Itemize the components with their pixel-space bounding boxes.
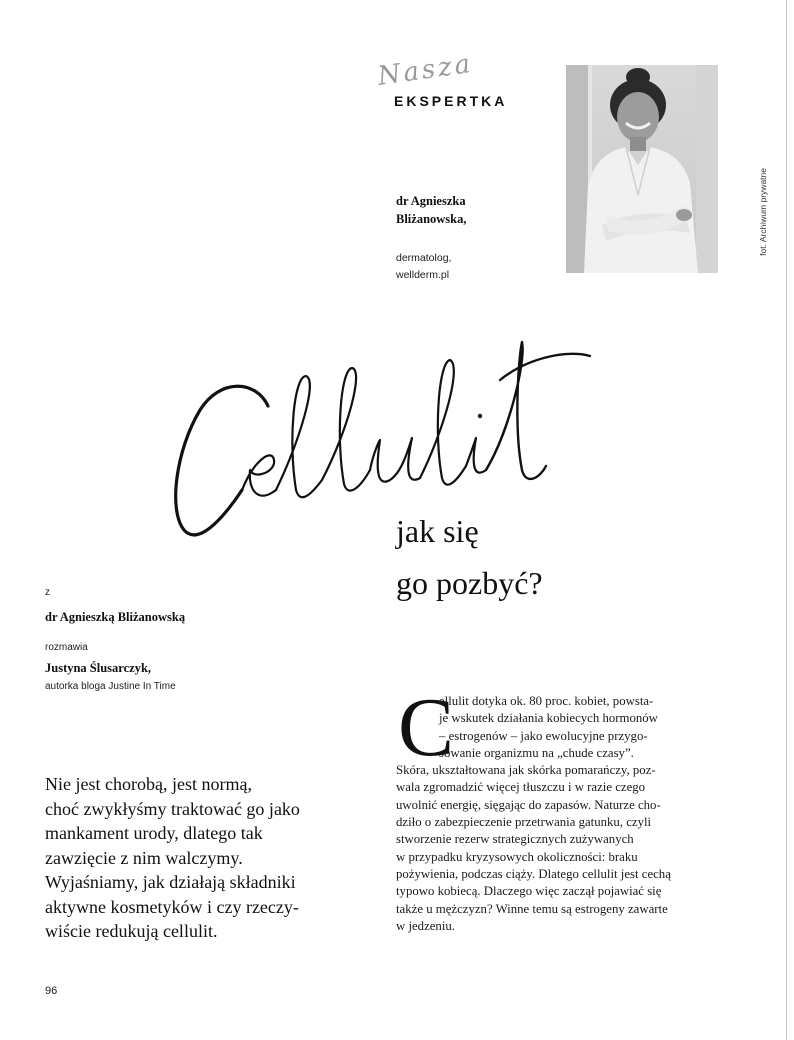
- lead-line: aktywne kosmetyków i czy rzeczy-: [45, 896, 299, 917]
- lead-paragraph: [45, 772, 345, 944]
- body-line: w jedzeniu.: [396, 918, 455, 933]
- expert-role: [396, 250, 451, 284]
- body-line: także u mężczyzn? Winne temu są estrogeny zawarte: [396, 901, 668, 916]
- expert-name-line: dr Agnieszka: [396, 194, 466, 208]
- body-line: ellulit dotyka ok. 80 proc. kobiet, powsta-: [439, 694, 654, 708]
- portrait-illustration: [566, 65, 718, 273]
- credit-expert-name: dr Agnieszką Bliżanowską: [45, 610, 186, 624]
- credit-interviewer-desc: autorka bloga Justine In Time: [45, 681, 176, 692]
- body-line: uwolnić energię, sięgając do zapasów. Naturze cho-: [396, 797, 661, 812]
- photo-credit: fot. Archiwum prywatne: [758, 168, 768, 256]
- lead-line: mankament urody, dlatego tak: [45, 823, 263, 843]
- body-line: sowanie organizmu na „chude czasy”.: [439, 745, 634, 760]
- credit-prefix: z: [45, 587, 50, 598]
- page-number: 96: [45, 985, 58, 997]
- lead-line: choć zwykłyśmy traktować go jako: [45, 798, 300, 819]
- credit-interviewer-name: Justyna Ślusarczyk,: [45, 661, 152, 675]
- expert-name: [396, 192, 467, 228]
- cellulit-script-lettering: [150, 320, 620, 550]
- subtitle-line: go pozbyć?: [396, 565, 543, 601]
- credit-interviewer-label: rozmawia: [45, 642, 88, 653]
- body-line: Skóra, ukształtowana jak skórka pomarańczy, poz-: [396, 763, 656, 778]
- lead-line: zawzięcie z nim walczymy.: [45, 847, 243, 868]
- expert-photo: [566, 65, 718, 273]
- expert-name-line: Bliżanowska,: [396, 212, 467, 226]
- lead-line: Nie jest chorobą, jest normą,: [45, 774, 252, 794]
- body-line: w przypadku kryzysowych okoliczności: braku: [396, 849, 638, 864]
- subtitle: [396, 505, 543, 609]
- body-line: – estrogenów – jako ewolucyjne przygo-: [439, 728, 648, 743]
- page-edge-rule: [786, 0, 787, 1040]
- body-line: wala zgromadzić więcej tłuszczu i w razie czego: [396, 780, 646, 795]
- subtitle-line: jak się: [396, 513, 479, 549]
- body-line: pożywienia, podczas ciąży. Dlatego cellulit jest cechą: [396, 866, 671, 881]
- lead-line: wiście redukują cellulit.: [45, 921, 218, 941]
- title-script: [150, 320, 620, 550]
- section-label: EKSPERTKA: [394, 93, 508, 109]
- lead-line: Wyjaśniamy, jak działają składniki: [45, 872, 296, 892]
- body-paragraph: [396, 693, 736, 935]
- drop-cap: C: [398, 681, 455, 774]
- expert-role-line: dermatolog,: [396, 252, 452, 264]
- body-line: stworzenie rezerw strategicznych zużywanych: [396, 832, 634, 847]
- body-line: je wskutek działania kobiecych hormonów: [439, 711, 658, 726]
- body-line: typowo kobiecą. Dlaczego więc zaczął pojawiać się: [396, 884, 662, 899]
- body-line: dziło o zabezpieczenie przetrwania gatunku, czyli: [396, 815, 652, 830]
- expert-website: wellderm.pl: [396, 269, 450, 281]
- section-script-label: Nasza: [375, 48, 475, 92]
